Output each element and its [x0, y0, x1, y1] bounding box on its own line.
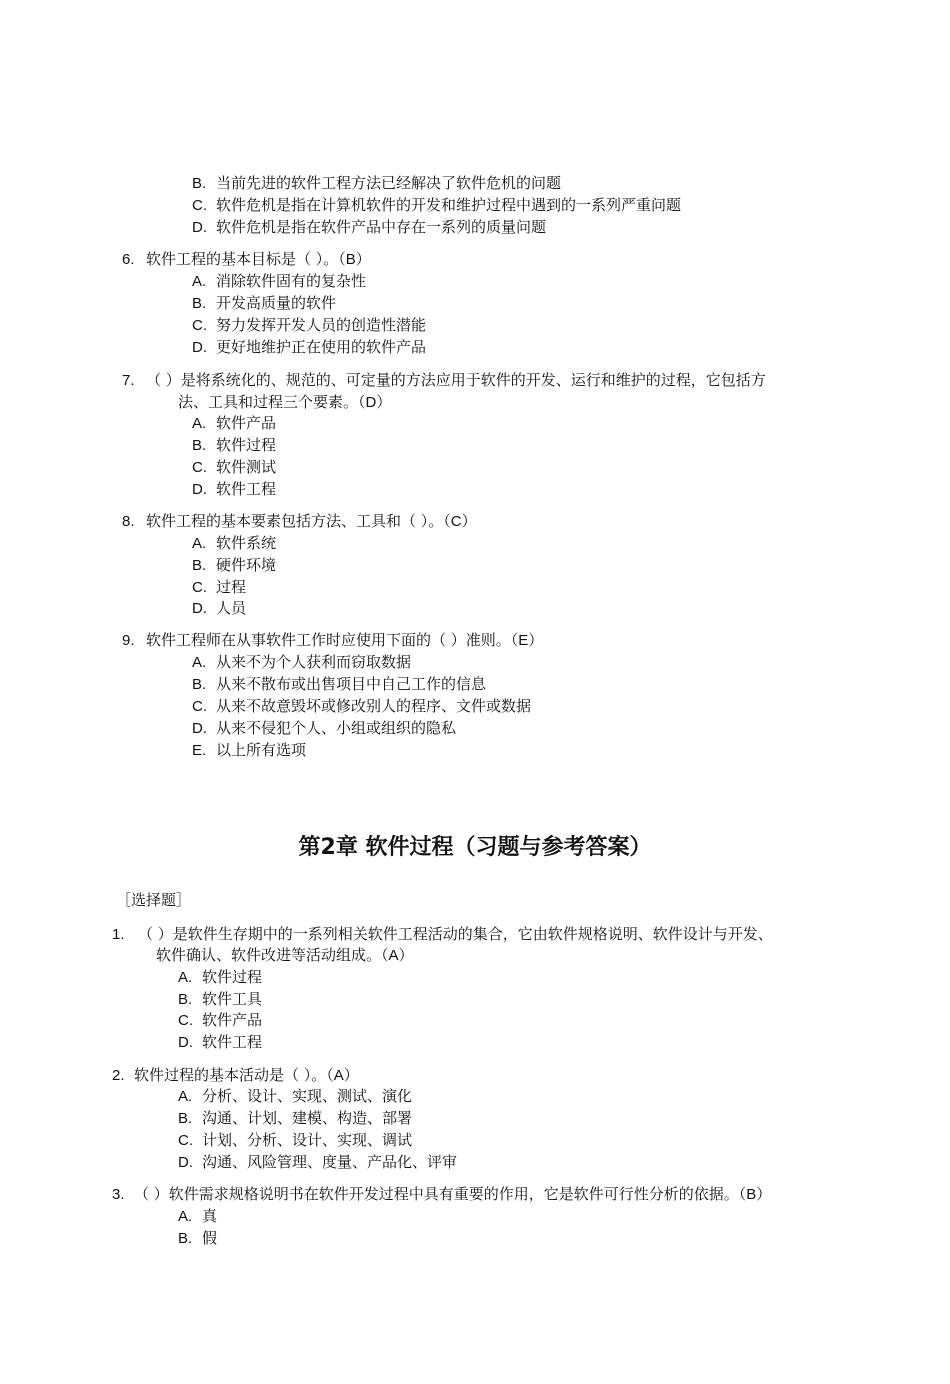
option-text: 人员	[216, 599, 247, 617]
option-text: 软件过程	[202, 968, 263, 986]
question-text-line2: 法、工具和过程三个要素。	[178, 393, 359, 411]
answer-key: （B）	[338, 251, 371, 268]
q6-option-b	[192, 292, 336, 315]
q7-option-d	[192, 478, 276, 501]
option-letter: C.	[178, 1012, 193, 1029]
question-9	[122, 629, 543, 652]
option-text: 假	[202, 1229, 218, 1247]
option-text: 沟通、风险管理、度量、产品化、评审	[202, 1153, 458, 1171]
option-letter: C.	[192, 197, 207, 214]
option-letter: D.	[178, 1154, 193, 1171]
option-letter: D.	[192, 219, 207, 236]
q5-option-c	[192, 194, 681, 217]
question-7	[122, 369, 766, 392]
question-number: 8.	[122, 513, 135, 530]
ch2-question-3	[112, 1183, 771, 1206]
question-text: （ ）软件需求规格说明书在软件开发过程中具有重要的作用，它是软件可行性分析的依据。	[134, 1185, 739, 1203]
q7-option-a	[192, 412, 276, 435]
q7-option-c	[192, 456, 276, 479]
option-letter: B.	[178, 1110, 193, 1127]
option-letter: C.	[192, 317, 207, 334]
option-text: 软件系统	[216, 534, 277, 552]
option-letter: B.	[178, 1230, 193, 1247]
option-letter: C.	[192, 459, 207, 476]
q6-option-c	[192, 314, 426, 337]
question-7-cont	[178, 391, 391, 414]
question-number: 3.	[112, 1186, 125, 1203]
q9-option-c	[192, 695, 531, 718]
option-text: 软件危机是指在计算机软件的开发和维护过程中遇到的一系列严重问题	[216, 196, 682, 214]
q9-option-d	[192, 717, 456, 740]
q9-option-b	[192, 673, 486, 696]
ch2-question-1-cont	[156, 944, 414, 967]
ch2-q3-option-b	[178, 1227, 217, 1250]
q8-option-d	[192, 597, 246, 620]
option-letter: E.	[192, 742, 207, 759]
option-letter: D.	[178, 1034, 193, 1051]
option-text: 软件测试	[216, 458, 277, 476]
option-letter: C.	[178, 1132, 193, 1149]
option-text: 过程	[216, 578, 247, 596]
option-text: 软件工程	[216, 480, 277, 498]
option-letter: A.	[192, 273, 207, 290]
option-text: 从来不故意毁坏或修改别人的程序、文件或数据	[216, 697, 532, 715]
option-letter: A.	[192, 415, 207, 432]
option-text: 从来不为个人获利而窃取数据	[216, 653, 412, 671]
ch2-q3-option-a	[178, 1205, 217, 1228]
option-letter: B.	[192, 295, 207, 312]
option-letter: D.	[192, 600, 207, 617]
ch2-question-1	[112, 923, 773, 946]
option-text: 从来不侵犯个人、小组或组织的隐私	[216, 719, 457, 737]
option-letter: A.	[192, 654, 207, 671]
answer-key: （C）	[443, 513, 477, 530]
q5-option-d	[192, 216, 546, 239]
ch2-q1-option-d	[178, 1031, 262, 1054]
answer-key: （A）	[326, 1067, 359, 1084]
ch2-question-2	[112, 1064, 359, 1087]
answer-key: （D）	[358, 394, 392, 411]
question-text: 软件工程师在从事软件工作时应使用下面的（ ）准则。	[146, 631, 511, 649]
chapter-title: 第2章 软件过程（习题与参考答案）	[298, 835, 652, 860]
ch2-q1-option-b	[178, 988, 262, 1011]
option-text: 软件工具	[202, 990, 263, 1008]
answer-key: （B）	[738, 1186, 772, 1203]
question-number: 1.	[112, 926, 125, 943]
option-text: 计划、分析、设计、实现、调试	[202, 1131, 413, 1149]
option-text: 软件危机是指在软件产品中存在一系列的质量问题	[216, 218, 547, 236]
section-label: ［选择题］	[116, 891, 192, 909]
q6-option-d	[192, 336, 426, 359]
option-letter: C.	[192, 698, 207, 715]
q8-option-c	[192, 576, 246, 599]
q6-option-a	[192, 270, 366, 293]
question-8	[122, 510, 477, 533]
answer-key: （A）	[381, 947, 414, 964]
option-text: 以上所有选项	[216, 741, 307, 759]
q7-option-b	[192, 434, 276, 457]
q9-option-e	[192, 739, 306, 762]
question-text-line1: （ ）是将系统化的、规范的、可定量的方法应用于软件的开发、运行和维护的过程，它包括方	[146, 371, 766, 389]
question-6	[122, 248, 371, 271]
question-number: 9.	[122, 632, 135, 649]
q8-option-b	[192, 554, 276, 577]
answer-key: （E）	[510, 632, 544, 649]
option-text: 软件工程	[202, 1033, 263, 1051]
option-text: 当前先进的软件工程方法已经解决了软件危机的问题	[216, 174, 562, 192]
option-letter: B.	[178, 991, 193, 1008]
option-text: 真	[202, 1207, 218, 1225]
option-text: 软件过程	[216, 436, 277, 454]
question-text: 软件工程的基本要素包括方法、工具和（ ）。	[146, 512, 444, 530]
option-letter: A.	[178, 969, 193, 986]
option-letter: D.	[192, 339, 207, 356]
question-text-line2: 软件确认、软件改进等活动组成。	[156, 946, 382, 964]
q8-option-a	[192, 532, 276, 555]
question-number: 6.	[122, 251, 135, 268]
option-text: 努力发挥开发人员的创造性潜能	[216, 316, 427, 334]
option-letter: A.	[178, 1088, 193, 1105]
ch2-q2-option-c	[178, 1129, 412, 1152]
option-text: 更好地维护正在使用的软件产品	[216, 338, 427, 356]
ch2-q2-option-d	[178, 1151, 457, 1174]
q9-option-a	[192, 651, 411, 674]
q5-option-b	[192, 172, 561, 195]
question-text: 软件工程的基本目标是（ ）。	[146, 250, 339, 268]
question-number: 7.	[122, 372, 135, 389]
option-text: 软件产品	[202, 1011, 263, 1029]
option-letter: D.	[192, 720, 207, 737]
option-text: 从来不散布或出售项目中自己工作的信息	[216, 675, 487, 693]
option-letter: B.	[192, 437, 207, 454]
option-letter: B.	[192, 676, 207, 693]
option-letter: A.	[178, 1208, 193, 1225]
option-text: 软件产品	[216, 414, 277, 432]
option-letter: C.	[192, 579, 207, 596]
option-letter: B.	[192, 557, 207, 574]
option-letter: B.	[192, 175, 207, 192]
option-text: 开发高质量的软件	[216, 294, 337, 312]
question-number: 2.	[112, 1067, 125, 1084]
ch2-q2-option-b	[178, 1107, 412, 1130]
option-text: 消除软件固有的复杂性	[216, 272, 367, 290]
question-text-line1: （ ）是软件生存期中的一系列相关软件工程活动的集合，它由软件规格说明、软件设计与开发、	[138, 925, 773, 943]
ch2-q2-option-a	[178, 1085, 412, 1108]
ch2-q1-option-c	[178, 1009, 262, 1032]
option-text: 分析、设计、实现、测试、演化	[202, 1087, 413, 1105]
option-text: 硬件环境	[216, 556, 277, 574]
question-text: 软件过程的基本活动是（ ）。	[134, 1066, 327, 1084]
ch2-q1-option-a	[178, 966, 262, 989]
option-letter: A.	[192, 535, 207, 552]
option-letter: D.	[192, 481, 207, 498]
option-text: 沟通、计划、建模、构造、部署	[202, 1109, 413, 1127]
